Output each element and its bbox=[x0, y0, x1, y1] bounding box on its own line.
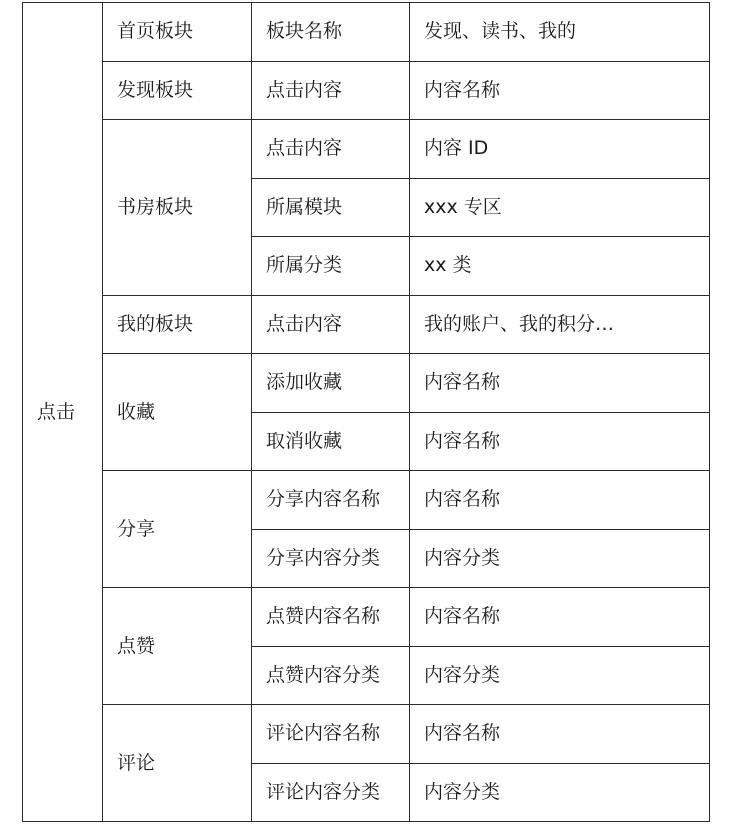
tracking-event-table bbox=[22, 2, 710, 822]
value-cell: xxx 专区 bbox=[410, 178, 710, 237]
table-row bbox=[23, 705, 710, 764]
module-cell: 收藏 bbox=[103, 354, 252, 471]
value-cell: 内容分类 bbox=[410, 646, 710, 705]
value-cell: 内容名称 bbox=[410, 588, 710, 647]
field-cell: 板块名称 bbox=[252, 3, 410, 62]
field-cell: 分享内容分类 bbox=[252, 529, 410, 588]
module-cell: 首页板块 bbox=[103, 3, 252, 62]
value-cell: 内容名称 bbox=[410, 354, 710, 413]
field-cell: 点击内容 bbox=[252, 295, 410, 354]
value-cell: 内容分类 bbox=[410, 529, 710, 588]
field-cell: 分享内容名称 bbox=[252, 471, 410, 530]
field-cell: 评论内容名称 bbox=[252, 705, 410, 764]
field-cell: 点击内容 bbox=[252, 61, 410, 120]
value-cell: 内容名称 bbox=[410, 61, 710, 120]
table-row bbox=[23, 61, 710, 120]
field-cell: 所属模块 bbox=[252, 178, 410, 237]
module-cell: 发现板块 bbox=[103, 61, 252, 120]
field-cell: 点赞内容分类 bbox=[252, 646, 410, 705]
table-row bbox=[23, 471, 710, 530]
module-cell: 我的板块 bbox=[103, 295, 252, 354]
table-row bbox=[23, 354, 710, 413]
table-body bbox=[23, 3, 710, 822]
module-cell: 点赞 bbox=[103, 588, 252, 705]
action-cell: 点击 bbox=[23, 3, 103, 822]
table-row bbox=[23, 3, 710, 62]
module-cell: 书房板块 bbox=[103, 120, 252, 296]
module-cell: 评论 bbox=[103, 705, 252, 822]
field-cell: 取消收藏 bbox=[252, 412, 410, 471]
field-cell: 添加收藏 bbox=[252, 354, 410, 413]
value-cell: 内容名称 bbox=[410, 705, 710, 764]
value-cell: 发现、读书、我的 bbox=[410, 3, 710, 62]
value-cell: 内容分类 bbox=[410, 763, 710, 822]
field-cell: 点赞内容名称 bbox=[252, 588, 410, 647]
value-cell: 我的账户、我的积分… bbox=[410, 295, 710, 354]
field-cell: 评论内容分类 bbox=[252, 763, 410, 822]
value-cell: 内容名称 bbox=[410, 471, 710, 530]
value-cell: xx 类 bbox=[410, 237, 710, 296]
table-row bbox=[23, 120, 710, 179]
value-cell: 内容 ID bbox=[410, 120, 710, 179]
field-cell: 所属分类 bbox=[252, 237, 410, 296]
field-cell: 点击内容 bbox=[252, 120, 410, 179]
module-cell: 分享 bbox=[103, 471, 252, 588]
table-row bbox=[23, 588, 710, 647]
value-cell: 内容名称 bbox=[410, 412, 710, 471]
table-row bbox=[23, 295, 710, 354]
